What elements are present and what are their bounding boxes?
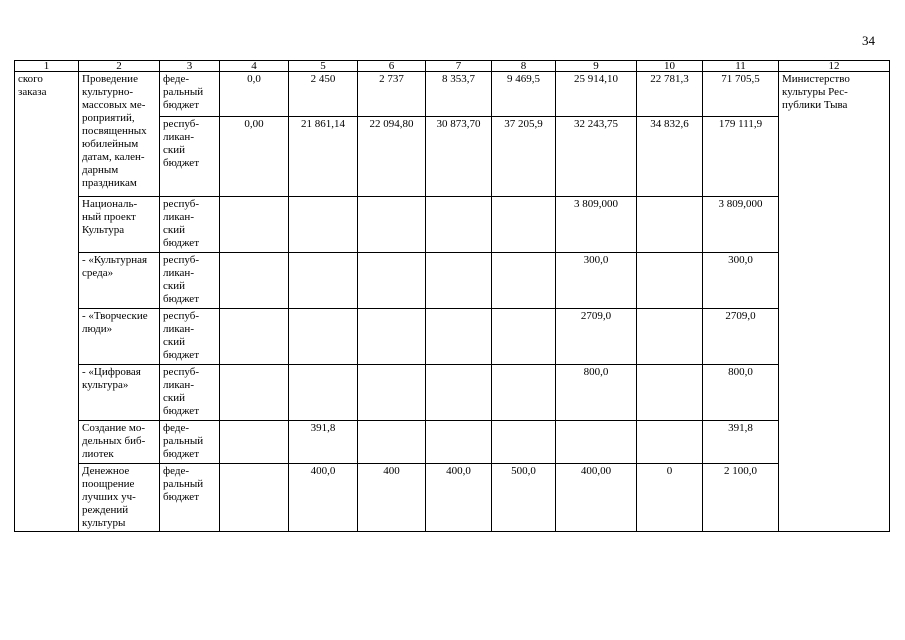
value-cell bbox=[358, 309, 426, 365]
value-cell: 8 353,7 bbox=[426, 72, 492, 117]
program-cell bbox=[15, 72, 79, 532]
value-cell bbox=[220, 253, 289, 309]
value-cell bbox=[358, 197, 426, 253]
column-header: 6 bbox=[358, 61, 426, 72]
column-header: 9 bbox=[556, 61, 637, 72]
funding-source: респуб- ликан- ский бюджет bbox=[160, 197, 220, 253]
value-cell bbox=[637, 365, 703, 421]
value-cell bbox=[426, 365, 492, 421]
value-cell bbox=[358, 421, 426, 464]
event-name: - «Творческие люди» bbox=[79, 309, 160, 365]
value-cell bbox=[289, 365, 358, 421]
funding-source: респуб- ликан- ский бюджет bbox=[160, 253, 220, 309]
event-name: - «Культурная среда» bbox=[79, 253, 160, 309]
funding-source: феде- ральный бюджет bbox=[160, 464, 220, 532]
value-cell bbox=[289, 197, 358, 253]
column-header: 1 bbox=[15, 61, 79, 72]
responsible-text: Министерство культуры Рес- публики Тыва bbox=[782, 73, 850, 111]
value-cell: 71 705,5 bbox=[703, 72, 779, 117]
value-cell: 500,0 bbox=[492, 464, 556, 532]
value-cell bbox=[289, 309, 358, 365]
value-cell: 25 914,10 bbox=[556, 72, 637, 117]
event-name: Создание мо- дельных биб- лиотек bbox=[79, 421, 160, 464]
column-header: 8 bbox=[492, 61, 556, 72]
value-cell: 3 809,000 bbox=[556, 197, 637, 253]
column-header: 10 bbox=[637, 61, 703, 72]
value-cell: 2709,0 bbox=[703, 309, 779, 365]
table-row bbox=[15, 72, 890, 117]
value-cell bbox=[637, 253, 703, 309]
value-cell bbox=[556, 421, 637, 464]
value-cell bbox=[492, 253, 556, 309]
value-cell: 22 094,80 bbox=[358, 117, 426, 197]
value-cell: 300,0 bbox=[556, 253, 637, 309]
table-row bbox=[15, 253, 890, 309]
table-row bbox=[15, 197, 890, 253]
funding-source: респуб- ликан- ский бюджет bbox=[160, 365, 220, 421]
value-cell: 34 832,6 bbox=[637, 117, 703, 197]
column-header: 5 bbox=[289, 61, 358, 72]
value-cell bbox=[492, 309, 556, 365]
value-cell: 300,0 bbox=[703, 253, 779, 309]
value-cell bbox=[220, 464, 289, 532]
column-header: 11 bbox=[703, 61, 779, 72]
value-cell bbox=[220, 197, 289, 253]
value-cell: 0,0 bbox=[220, 72, 289, 117]
event-name: - «Цифровая культура» bbox=[79, 365, 160, 421]
funding-source: респуб- ликан- ский бюджет bbox=[160, 309, 220, 365]
funding-source: респуб- ликан- ский бюджет bbox=[160, 117, 220, 197]
value-cell bbox=[426, 197, 492, 253]
value-cell: 2 100,0 bbox=[703, 464, 779, 532]
value-cell: 391,8 bbox=[289, 421, 358, 464]
funding-source: феде- ральный бюджет bbox=[160, 72, 220, 117]
value-cell bbox=[492, 197, 556, 253]
value-cell: 22 781,3 bbox=[637, 72, 703, 117]
value-cell bbox=[426, 253, 492, 309]
funding-source: феде- ральный бюджет bbox=[160, 421, 220, 464]
column-header: 12 bbox=[779, 61, 890, 72]
column-header: 4 bbox=[220, 61, 289, 72]
value-cell: 0 bbox=[637, 464, 703, 532]
value-cell bbox=[220, 421, 289, 464]
table-row bbox=[15, 464, 890, 532]
value-cell: 9 469,5 bbox=[492, 72, 556, 117]
column-header: 3 bbox=[160, 61, 220, 72]
table-row bbox=[15, 421, 890, 464]
value-cell: 30 873,70 bbox=[426, 117, 492, 197]
column-header: 2 bbox=[79, 61, 160, 72]
value-cell bbox=[220, 309, 289, 365]
event-name-cell bbox=[79, 72, 160, 197]
value-cell: 400,00 bbox=[556, 464, 637, 532]
value-cell bbox=[358, 253, 426, 309]
table-row bbox=[15, 309, 890, 365]
value-cell: 800,0 bbox=[556, 365, 637, 421]
value-cell bbox=[637, 197, 703, 253]
value-cell: 179 111,9 bbox=[703, 117, 779, 197]
value-cell: 400 bbox=[358, 464, 426, 532]
value-cell: 2 737 bbox=[358, 72, 426, 117]
value-cell bbox=[426, 309, 492, 365]
budget-table bbox=[14, 60, 890, 532]
program-text: ского заказа bbox=[18, 73, 47, 98]
value-cell: 2709,0 bbox=[556, 309, 637, 365]
value-cell: 0,00 bbox=[220, 117, 289, 197]
value-cell bbox=[426, 421, 492, 464]
value-cell: 400,0 bbox=[289, 464, 358, 532]
header-row bbox=[15, 61, 890, 72]
value-cell: 37 205,9 bbox=[492, 117, 556, 197]
event-name: Националь- ный проект Культура bbox=[79, 197, 160, 253]
value-cell: 2 450 bbox=[289, 72, 358, 117]
value-cell bbox=[358, 365, 426, 421]
value-cell bbox=[220, 365, 289, 421]
value-cell bbox=[492, 365, 556, 421]
value-cell: 400,0 bbox=[426, 464, 492, 532]
responsible-cell bbox=[779, 72, 890, 532]
event-name: Денежное поощрение лучших уч- реждений культуры bbox=[79, 464, 160, 532]
value-cell bbox=[637, 309, 703, 365]
value-cell: 391,8 bbox=[703, 421, 779, 464]
value-cell bbox=[492, 421, 556, 464]
value-cell bbox=[637, 421, 703, 464]
value-cell: 800,0 bbox=[703, 365, 779, 421]
page-number: 34 bbox=[862, 33, 875, 48]
value-cell: 3 809,000 bbox=[703, 197, 779, 253]
event-name: Проведение культурно- массовых ме- роприятий, посвященных юбилейным датам, кален- дарным праздникам bbox=[82, 73, 147, 189]
table-row bbox=[15, 365, 890, 421]
value-cell: 21 861,14 bbox=[289, 117, 358, 197]
column-header: 7 bbox=[426, 61, 492, 72]
value-cell bbox=[289, 253, 358, 309]
value-cell: 32 243,75 bbox=[556, 117, 637, 197]
